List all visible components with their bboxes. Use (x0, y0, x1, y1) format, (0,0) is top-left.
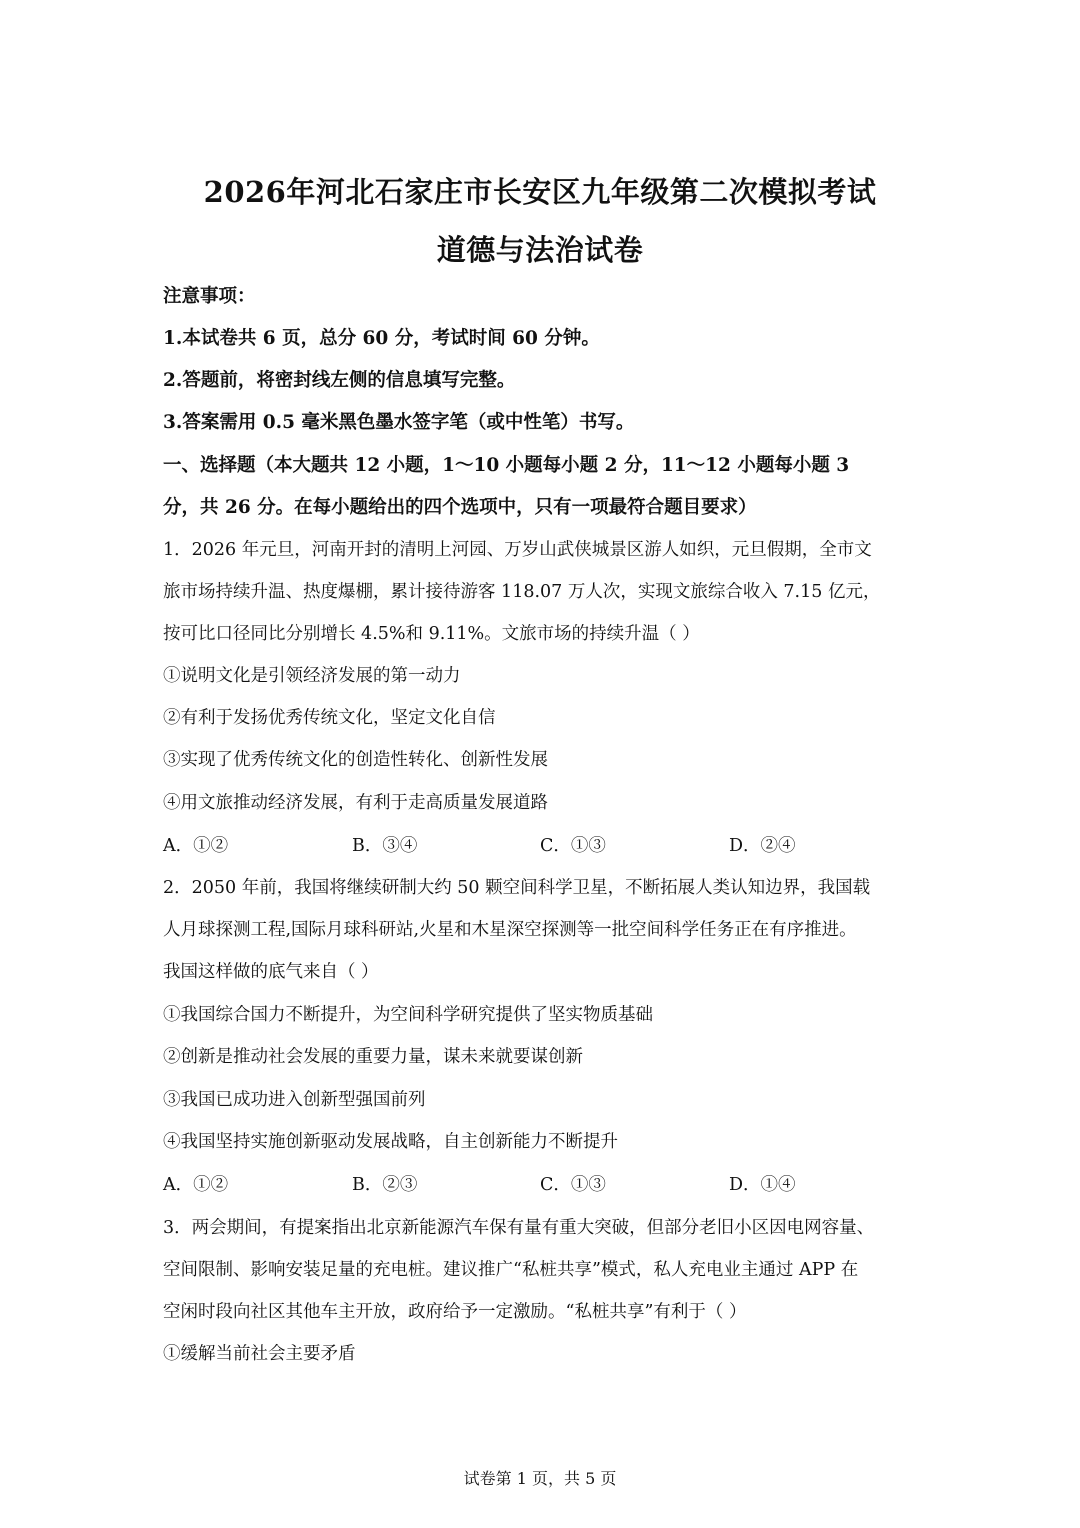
question-2-statement-2: ②创新是推动社会发展的重要力量，谋未来就要谋创新 (163, 1047, 583, 1067)
section-heading-line-1: 一、选择题（本大题共 12 小题，1～10 小题每小题 2 分，11～12 小题每小题 3 (163, 455, 850, 476)
exam-title: 2026年河北石家庄市长安区九年级第二次模拟考试 (203, 175, 877, 209)
question-3-stem-line-3: 空闲时段向社区其他车主开放，政府给予一定激励。“私桩共享”有利于（ ） (163, 1302, 747, 1322)
question-1-option-c: C．①③ (540, 836, 606, 856)
question-2-option-c: C．①③ (540, 1175, 606, 1195)
question-1-stem-line-3: 按可比口径同比分别增长 4.5%和 9.11%。文旅市场的持续升温（ ） (163, 624, 700, 644)
question-1-option-d: D．②④ (729, 836, 796, 856)
question-2-option-b: B．②③ (352, 1175, 418, 1195)
section-heading-line-2: 分，共 26 分。在每小题给出的四个选项中，只有一项最符合题目要求） (163, 497, 757, 518)
question-2-statement-3: ③我国已成功进入创新型强国前列 (163, 1090, 426, 1110)
exam-subtitle: 道德与法治试卷 (436, 233, 644, 267)
question-1-stem-line-1: 1．2026 年元旦，河南开封的清明上河园、万岁山武侠城景区游人如织，元旦假期，全市文 (163, 540, 872, 560)
question-2-option-d: D．①④ (729, 1175, 796, 1195)
notice-heading: 注意事项： (163, 286, 256, 307)
notice-item-2: 2.答题前，将密封线左侧的信息填写完整。 (163, 370, 516, 391)
question-1-option-b: B．③④ (352, 836, 418, 856)
question-1-statement-2: ②有利于发扬优秀传统文化，坚定文化自信 (163, 708, 496, 728)
page-footer: 试卷第 1 页，共 5 页 (463, 1469, 617, 1488)
question-1-statement-4: ④用文旅推动经济发展，有利于走高质量发展道路 (163, 793, 548, 813)
question-2-statement-4: ④我国坚持实施创新驱动发展战略，自主创新能力不断提升 (163, 1132, 618, 1152)
question-3-statement-1: ①缓解当前社会主要矛盾 (163, 1344, 356, 1364)
question-1-statement-1: ①说明文化是引领经济发展的第一动力 (163, 666, 461, 686)
notice-item-1: 1.本试卷共 6 页，总分 60 分，考试时间 60 分钟。 (163, 328, 600, 349)
question-1-option-a: A．①② (163, 836, 229, 856)
question-1-statement-3: ③实现了优秀传统文化的创造性转化、创新性发展 (163, 750, 548, 770)
question-2-statement-1: ①我国综合国力不断提升，为空间科学研究提供了坚实物质基础 (163, 1005, 653, 1025)
question-2-option-a: A．①② (163, 1175, 229, 1195)
notice-item-3: 3.答案需用 0.5 毫米黑色墨水签字笔（或中性笔）书写。 (163, 412, 635, 433)
question-2-stem-line-3: 我国这样做的底气来自（ ） (163, 962, 379, 982)
question-1-stem-line-2: 旅市场持续升温、热度爆棚，累计接待游客 118.07 万人次，实现文旅综合收入 7.15 亿元， (163, 582, 881, 602)
question-3-stem-line-1: 3．两会期间，有提案指出北京新能源汽车保有量有重大突破，但部分老旧小区因电网容量、 (163, 1218, 875, 1238)
question-2-stem-line-2: 人月球探测工程,国际月球科研站,火星和木星深空探测等一批空间科学任务正在有序推进。 (163, 920, 857, 940)
question-3-stem-line-2: 空间限制、影响安装足量的充电桩。建议推广“私桩共享”模式，私人充电业主通过 APP 在 (163, 1260, 859, 1280)
question-2-stem-line-1: 2．2050 年前，我国将继续研制大约 50 颗空间科学卫星，不断拓展人类认知边界，我国载 (163, 878, 871, 898)
